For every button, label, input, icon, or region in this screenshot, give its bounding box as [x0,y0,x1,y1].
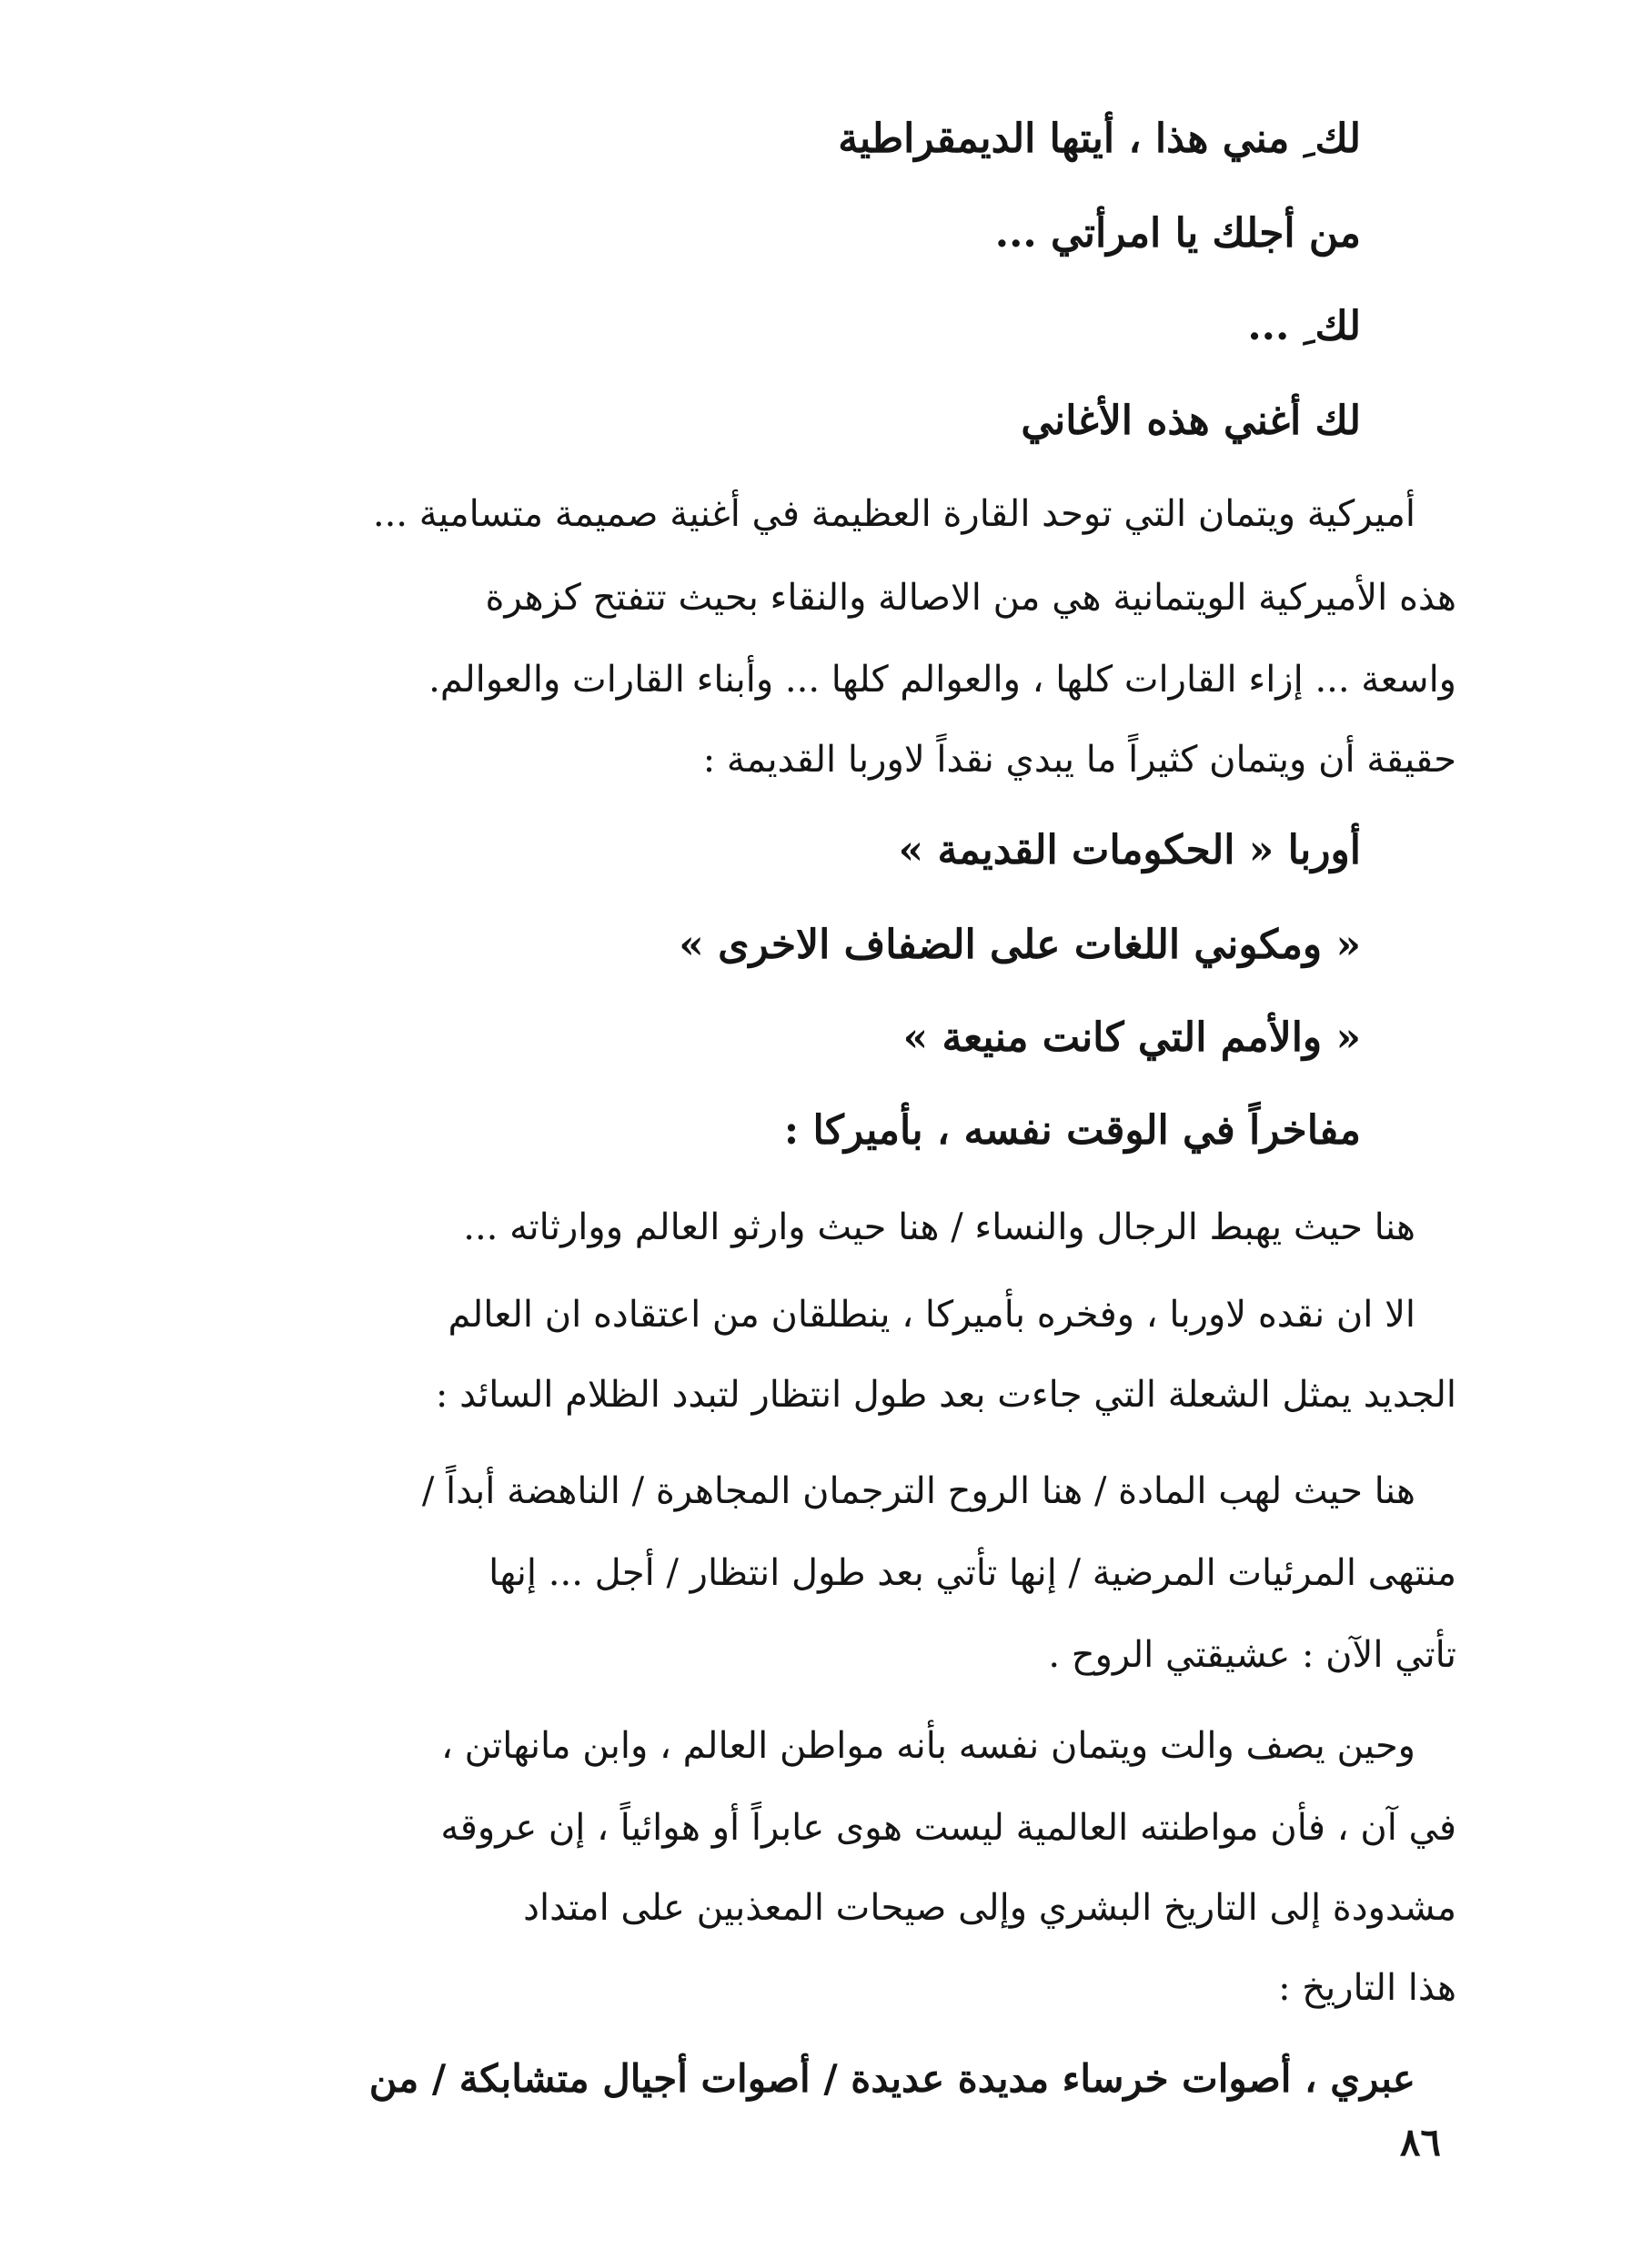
paragraph-line: هذه الأميركية الويتمانية هي من الاصالة والنقاء بحيث تتفتح كزهرة [485,577,1456,619]
paragraph-line: الا ان نقده لاوربا ، وفخره بأميركا ، ينطلقان من اعتقاده ان العالم [448,1294,1415,1336]
quote-line: « والأمم التي كانت منيعة » [902,1014,1361,1061]
paragraph-line: واسعة ... إزاء القارات كلها ، والعوالم كلها ... وأبناء القارات والعوالم. [428,659,1456,701]
paragraph-line: وحين يصف والت ويتمان نفسه بأنه مواطن العالم ، وابن مانهاتن ، [440,1725,1415,1767]
poem-line: لك ِ ... [1247,303,1361,349]
paragraph-line: هنا حيث يهبط الرجال والنساء / هنا حيث وارثو العالم ووارثاته ... [463,1206,1415,1248]
paragraph-line: عبري ، أصوات خرساء مديدة عديدة / أصوات أجيال متشابكة / من [368,2056,1415,2101]
paragraph-line: مشدودة إلى التاريخ البشري وإلى صيحات المعذبين على امتداد [523,1887,1456,1929]
poem-line: لك ِ مني هذا ، أيتها الديمقراطية [838,116,1361,162]
paragraph-line: الجديد يمثل الشعلة التي جاءت بعد طول انتظار لتبدد الظلام السائد : [435,1374,1456,1416]
quote-line: أوربا « الحكومات القديمة » [898,827,1361,873]
quote-line: مفاخراً في الوقت نفسه ، بأميركا : [783,1107,1361,1154]
paragraph-line: تأتي الآن : عشيقتي الروح . [1048,1634,1456,1676]
poem-line: لك أغني هذه الأغاني [1021,398,1361,444]
page-number: ٨٦ [1399,2120,1441,2164]
paragraph-line: هنا حيث لهب المادة / هنا الروح الترجمان المجاهرة / الناهضة أبداً / [421,1470,1415,1512]
paragraph-line: حقيقة أن ويتمان كثيراً ما يبدي نقداً لاوربا القديمة : [702,739,1456,781]
quote-line: « ومكوني اللغات على الضفاف الاخرى » [679,922,1361,968]
paragraph-line: في آن ، فأن مواطنته العالمية ليست هوى عابراً أو هوائياً ، إن عروقه [440,1807,1456,1849]
paragraph-line: منتهى المرئيات المرضية / إنها تأتي بعد طول انتظار / أجل ... إنها [489,1552,1456,1594]
paragraph-line: هذا التاريخ : [1278,1967,1456,2009]
poem-line: من أجلك يا امرأتي ... [994,210,1361,257]
paragraph-line: أميركية ويتمان التي توحد القارة العظيمة في أغنية صميمة متسامية ... [372,493,1415,535]
